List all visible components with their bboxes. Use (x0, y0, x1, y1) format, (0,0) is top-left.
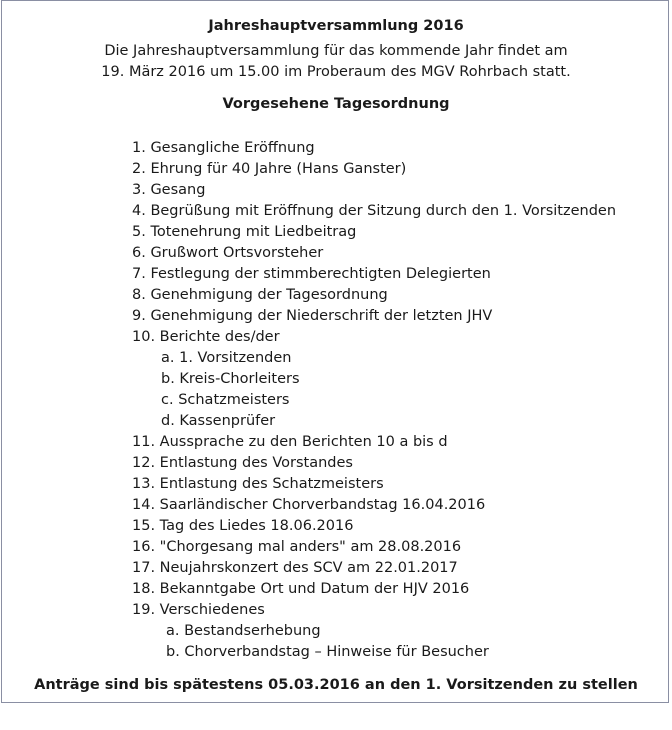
agenda-item: 9. Genehmigung der Niederschrift der letzten JHV (132, 308, 493, 324)
agenda-subitem: a. 1. Vorsitzenden (161, 350, 292, 366)
agenda-item: 17. Neujahrskonzert des SCV am 22.01.2017 (132, 560, 458, 576)
agenda-subitem: d. Kassenprüfer (161, 413, 276, 429)
agenda-heading: Vorgesehene Tagesordnung (222, 96, 450, 112)
agenda-item: 6. Grußwort Ortsvorsteher (132, 245, 324, 261)
agenda-item: 13. Entlastung des Schatzmeisters (132, 476, 384, 492)
agenda-subitem: b. Kreis-Chorleiters (161, 371, 300, 387)
document-title: Jahreshauptversammlung 2016 (208, 18, 464, 34)
agenda-item: 18. Bekanntgabe Ort und Datum der HJV 2016 (132, 581, 470, 597)
agenda-item: 8. Genehmigung der Tagesordnung (132, 287, 388, 303)
agenda-item: 3. Gesang (132, 182, 206, 198)
agenda-item: 14. Saarländischer Chorverbandstag 16.04.2016 (132, 497, 486, 513)
agenda-item: 12. Entlastung des Vorstandes (132, 455, 353, 471)
document-frame (1, 0, 669, 703)
agenda-item: 1. Gesangliche Eröffnung (132, 140, 315, 156)
agenda-item: 19. Verschiedenes (132, 602, 265, 618)
agenda-item: 5. Totenehrung mit Liedbeitrag (132, 224, 357, 240)
agenda-subitem: b. Chorverbandstag – Hinweise für Besucher (166, 644, 489, 660)
agenda-item: 2. Ehrung für 40 Jahre (Hans Ganster) (132, 161, 407, 177)
intro-text (2, 41, 670, 83)
agenda-item: 11. Aussprache zu den Berichten 10 a bis d (132, 434, 448, 450)
intro-line: 19. März 2016 um 15.00 im Proberaum des MGV Rohrbach statt. (101, 64, 571, 80)
agenda-item: 4. Begrüßung mit Eröffnung der Sitzung durch den 1. Vorsitzenden (132, 203, 617, 219)
agenda-subitem: c. Schatzmeisters (161, 392, 290, 408)
intro-line: Die Jahreshauptversammlung für das kommende Jahr findet am (104, 43, 568, 59)
agenda-item: 7. Festlegung der stimmberechtigten Delegierten (132, 266, 491, 282)
agenda-subitem: a. Bestandserhebung (166, 623, 321, 639)
agenda-item: 16. "Chorgesang mal anders" am 28.08.2016 (132, 539, 462, 555)
footer-note: Anträge sind bis spätestens 05.03.2016 an den 1. Vorsitzenden zu stellen (34, 677, 638, 693)
agenda-item: 15. Tag des Liedes 18.06.2016 (132, 518, 354, 534)
agenda-item: 10. Berichte des/der (132, 329, 280, 345)
agenda-list (132, 138, 616, 663)
